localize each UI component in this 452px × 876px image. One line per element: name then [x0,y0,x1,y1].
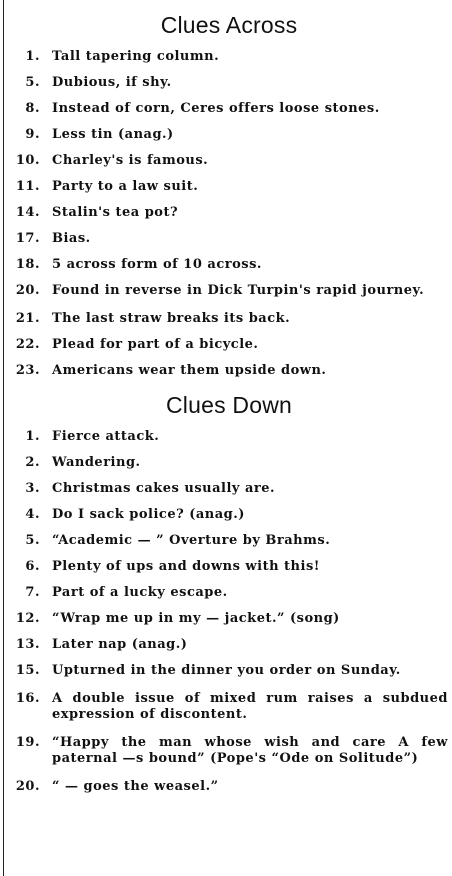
clue-text: Later nap (anag.) [52,637,188,652]
clue-across-18 [10,257,448,273]
clue-number: 16. [15,691,40,706]
clue-text: Plead for part of a bicycle. [52,337,259,352]
clue-text: Do I sack police? (anag.) [52,507,245,522]
clue-number: 11. [15,179,40,194]
clue-number: 9. [25,127,40,142]
clue-across-8 [10,101,448,117]
clue-across-22 [10,337,448,353]
clue-number: 21. [15,311,40,326]
clue-text: 5 across form of 10 across. [52,257,262,272]
clue-number: 3. [25,481,40,496]
clues-across-heading: Clues Across [160,12,298,38]
clue-number: 15. [15,663,40,678]
clue-across-23 [10,363,448,379]
clue-number: 4. [25,507,40,522]
clue-number: 7. [25,585,40,600]
clue-across-21 [10,311,448,327]
clue-across-1 [10,49,448,65]
clue-across-17 [10,231,448,247]
clue-number: 2. [25,455,40,470]
clue-down-2 [10,455,448,471]
clues-down-section [10,392,448,795]
clue-number: 1. [25,49,40,64]
clue-number: 8. [25,101,40,116]
clue-number: 20. [15,779,40,794]
clues-across-section [10,12,448,379]
clue-text: Fierce attack. [52,429,160,444]
crossword-clues-page [10,12,448,795]
clue-across-10 [10,153,448,169]
clue-across-20 [10,283,448,299]
clue-text: Christmas cakes usually are. [52,481,276,496]
clues-down-heading: Clues Down [166,392,292,418]
clue-text: Party to a law suit. [52,179,199,194]
left-column-rule [3,0,4,876]
clue-text: The last straw breaks its back. [52,311,291,326]
clue-text: “Happy the man whose wish and care A few paternal —s bound” (Pope's “Ode on Solitude”) [52,735,448,766]
clue-text: Wandering. [52,455,141,470]
clue-across-11 [10,179,448,195]
clue-number: 20. [15,283,40,298]
clue-across-14 [10,205,448,221]
clue-text: Stalin's tea pot? [52,205,179,220]
clue-text: Upturned in the dinner you order on Sunday. [52,663,401,678]
clue-text: Less tin (anag.) [52,127,174,142]
clue-number: 6. [25,559,40,574]
clue-text: Charley's is famous. [52,153,209,168]
clue-number: 19. [15,735,40,750]
clue-down-20 [10,779,448,795]
clue-text: Plenty of ups and downs with this! [52,559,320,574]
clue-number: 12. [15,611,40,626]
clue-text: Found in reverse in Dick Turpin's rapid journey. [52,283,425,298]
clue-text: “Academic — ” Overture by Brahms. [52,533,331,548]
clue-across-9 [10,127,448,143]
clue-down-19 [10,735,448,767]
clue-down-3 [10,481,448,497]
clue-down-16 [10,691,448,723]
clue-text: “Wrap me up in my — jacket.” (song) [52,611,340,626]
clue-text: “ — goes the weasel.” [52,779,219,794]
clue-number: 13. [15,637,40,652]
clue-across-5 [10,75,448,91]
clues-across-list [10,49,448,379]
clue-down-4 [10,507,448,523]
clue-down-15 [10,663,448,679]
clue-text: Part of a lucky escape. [52,585,228,600]
clue-down-6 [10,559,448,575]
clue-number: 18. [15,257,40,272]
clue-text: Instead of corn, Ceres offers loose stones. [52,101,380,116]
clue-down-5 [10,533,448,549]
clue-number: 1. [25,429,40,444]
clue-text: Americans wear them upside down. [52,363,327,378]
clue-number: 23. [15,363,40,378]
clue-down-13 [10,637,448,653]
clue-text: Dubious, if shy. [52,75,172,90]
clue-number: 5. [25,75,40,90]
clue-text: Bias. [52,231,91,246]
clue-number: 14. [15,205,40,220]
clue-down-12 [10,611,448,627]
clue-down-7 [10,585,448,601]
clue-number: 5. [25,533,40,548]
clue-number: 17. [15,231,40,246]
clue-text: Tall tapering column. [52,49,220,64]
clue-down-1 [10,429,448,445]
clue-number: 10. [15,153,40,168]
clue-number: 22. [15,337,40,352]
clue-text: A double issue of mixed rum raises a subdued expression of discontent. [52,691,448,722]
clues-down-list [10,429,448,795]
